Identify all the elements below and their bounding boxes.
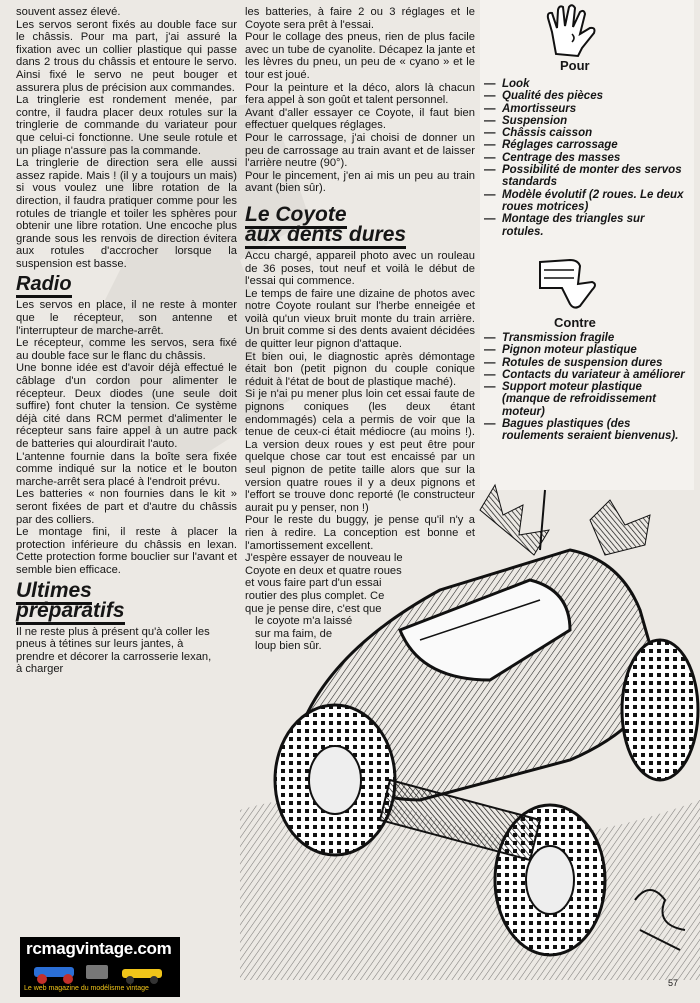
section-heading-coyote: Le Coyote aux dents dures: [245, 205, 475, 245]
paragraph: Si je n'ai pu mener plus loin cet essai faute de pignons coniques (les deux étant endommagés) cela a permis de voir que la tenue de ceux-ci était médiocre (au moins !). La version deux roues y est peut être pour quelque chose car tout est encaissé par un seul pignon de petite taille alors que sur la version quatre roues il y a deux pignons et l'effort se trouve donc reporté (le constructeur aurait pu y penser, non !): [245, 388, 475, 514]
text-line: le coyote m'a laissé: [255, 615, 353, 628]
paragraph: Les servos seront fixés au double face sur le châssis. Pour ma part, j'ai assuré la fixation avec un collier plastique qui passe dans 2 trous du châssis et entoure le servo. Ainsi fixé le servo ne peut bouger et assurera plus de précision aux commandes.: [16, 18, 237, 94]
paragraph: La tringlerie de direction sera elle aussi assez rapide. Mais ! (il y a toujours un mais) si vous voulez une libre rotation de la direction, il faudra pratiquer comme pour les rotules de triangle et toiler les sphères pour obtenir une libre rotation. Une encoche plus grande sous les renvois de direction évitera aux rotules d'accrocher lorsque la suspension est basse.: [16, 157, 237, 270]
text-line: loup bien sûr.: [255, 640, 322, 653]
thumbs-down-icon: [534, 254, 604, 312]
paragraph: Il ne reste plus à présent qu'à coller les pneus à tétines sur leurs jantes, à prendre et décorer la carrosserie lexan, à charger: [16, 625, 212, 676]
list-item: — Support moteur plastique (manque de refroidissement moteur): [484, 381, 689, 418]
list-item: — Rotules de suspension dures: [484, 357, 689, 369]
logo-subtitle: Le web magazine du modélisme vintage: [24, 985, 149, 992]
text-line: et vous faire part d'un essai: [245, 577, 382, 590]
pros-cons-sidebar: [480, 0, 694, 490]
list-item: — Transmission fragile: [484, 332, 689, 344]
text-line: que je pense dire, c'est que: [245, 602, 382, 615]
logo-title: rcmagvintage.com: [26, 939, 172, 958]
list-item: — Possibilité de monter des servos standards: [484, 164, 689, 189]
text-line: sur ma faim, de: [255, 627, 333, 640]
list-item: — Contacts du variateur à améliorer: [484, 369, 689, 381]
list-item: — Modèle évolutif (2 roues. Le deux roues motrices): [484, 189, 689, 214]
paragraph: Avant d'aller essayer ce Coyote, il faut bien effectuer quelques réglages.: [245, 106, 475, 132]
paragraph: Les batteries « non fournies dans le kit » seront fixées de part et d'autre du châssis par des colliers.: [16, 488, 237, 526]
list-item: — Réglages carrossage: [484, 139, 689, 151]
paragraph: souvent assez élevé.: [16, 6, 121, 18]
list-item: — Montage des triangles sur rotules.: [484, 213, 689, 238]
paragraph: Pour le reste du buggy, je pense qu'il n'y a rien à redire. La conception est bonne et l'amortissement excellent.: [245, 514, 475, 552]
list-item: — Qualité des pièces: [484, 90, 689, 102]
hand-raised-icon: [542, 4, 608, 58]
paragraph: Le récepteur, comme les servos, sera fixé au double face sur le flanc du châssis.: [16, 337, 237, 362]
list-item: — Centrage des masses: [484, 152, 689, 164]
paragraph: Et bien oui, le diagnostic après démontage était bon (petit pignon du couple conique réduit à l'état de bout de plastique maché).: [245, 350, 475, 388]
paragraph: Accu chargé, appareil photo avec un rouleau de 36 poses, tout neuf et voilà le début de l'essai qui commence.: [245, 249, 475, 288]
list-item: — Châssis caisson: [484, 127, 689, 139]
paragraph: Pour la peinture et la déco, alors là chacun fera appel à son goût et talent personnel.: [245, 81, 475, 107]
text-line: routier des plus complet. Ce: [245, 589, 385, 602]
buggy-illustration: [240, 480, 700, 980]
paragraph: Le temps de faire une dizaine de photos avec notre Coyote roulant sur l'herbe enneigée et voilà qu'un vieux bruit monte du train arrière. Un bruit comme si des dents avaient décidées de quitter leur pignon d'attaque.: [245, 287, 475, 351]
paragraph: les batteries, à faire 2 ou 3 réglages et le Coyote sera prêt à l'essai.: [245, 6, 475, 31]
paragraph: La tringlerie est rondement menée, par contre, il faudra placer deux rotules sur la tringlerie de commande du variateur pour que celui-ci fonctionne. Une seule rotule et un pliage n'assure pas la commande.: [16, 94, 237, 157]
paragraph: Le montage fini, il reste à placer la protection inférieure du châssis en lexan. Cette protection forme bouclier sur l'avant et semble bien efficace.: [16, 526, 237, 576]
paragraph: Une bonne idée est d'avoir déjà effectué le câblage d'un cordon pour alimenter le récepteur. Deux diodes (une seule doit suffire) font chuter la tension. Ce système déjà cité dans RCM permet d'alimenter le récepteur sans faire appel à un autre pack de batteries qui alourdirait l'auto.: [16, 362, 237, 450]
list-item: — Suspension: [484, 115, 689, 127]
site-logo: [20, 937, 180, 997]
list-item: — Bagues plastiques (des roulements seraient bienvenus).: [484, 418, 689, 443]
section-heading-radio: Radio: [16, 274, 237, 294]
list-item: — Amortisseurs: [484, 103, 689, 115]
article-column-1: [16, 6, 237, 676]
pros-list: [484, 78, 689, 238]
page-number: 57: [668, 978, 679, 988]
text-line: J'espère essayer de nouveau le: [245, 552, 403, 565]
cons-heading: Contre: [554, 315, 596, 330]
toy-cars-icon: [30, 961, 170, 985]
text-line: Coyote en deux et quatre roues: [245, 564, 402, 577]
cons-list: [484, 332, 689, 443]
list-item: — Look: [484, 78, 689, 90]
paragraph: Pour le collage des pneus, rien de plus facile avec un tube de cyanolite. Décapez la jante et les lèvres du pneu, un peu de « cyano » et le tour est joué.: [245, 31, 475, 81]
paragraph: Pour le pincement, j'en ai mis un peu au train avant (bien sûr).: [245, 169, 475, 195]
pros-heading: Pour: [560, 58, 590, 73]
paragraph: L'antenne fournie dans la boîte sera fixée comme indiqué sur la notice et le bouton marche-arrêt sera placé à l'endroit prévu.: [16, 450, 237, 488]
section-heading-ultimes: Ultimes préparatifs: [16, 581, 237, 621]
paragraph: Pour le carrossage, j'ai choisi de donner un peu de carrossage au train avant et de laisser l'arrière neutre (90°).: [245, 131, 475, 170]
list-item: — Pignon moteur plastique: [484, 344, 689, 356]
paragraph: Les servos en place, il ne reste à monter que le récepteur, son antenne et l'interrupteur de marche-arrêt.: [16, 299, 237, 337]
